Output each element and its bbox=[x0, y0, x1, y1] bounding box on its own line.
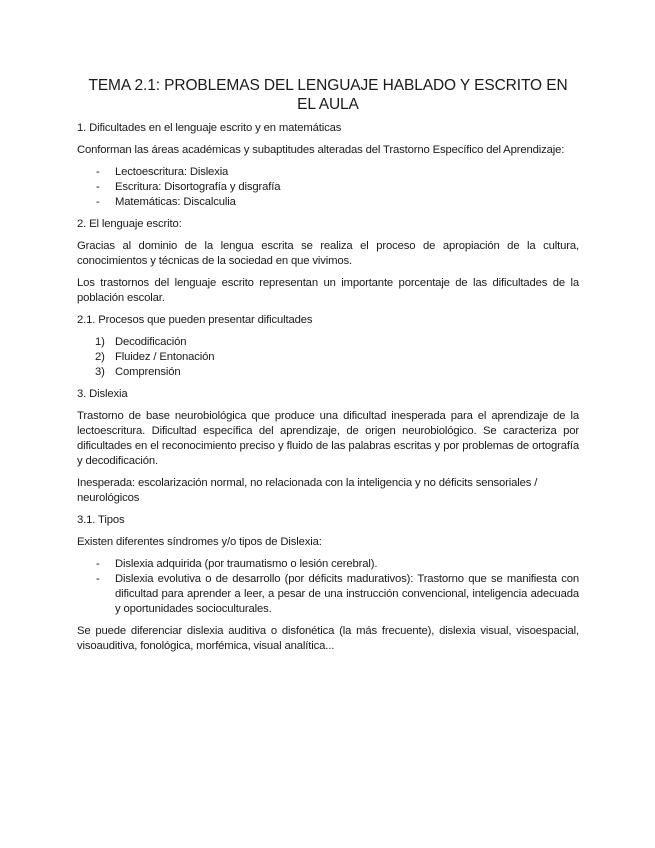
list-item bbox=[77, 365, 579, 380]
list-item-text: Fluidez / Entonación bbox=[115, 351, 215, 363]
document-page bbox=[77, 76, 579, 654]
number-mark: 2) bbox=[95, 351, 105, 363]
section-2-1-heading: 2.1. Procesos que pueden presentar dificultades bbox=[77, 314, 313, 326]
section-3-paragraph-1: Trastorno de base neurobiológica que produce una dificultad inesperada para el aprendizaje de la lectoescritura. Dificultad específica del aprendizaje, de origen neurobiológico. Se caracteriza por dificultades en el reconocimiento preciso y fluido de las palabras escritas y por problemas de ortografía y decodificación. bbox=[77, 410, 579, 467]
list-item-text: Dislexia evolutiva o de desarrollo (por déficits madurativos): Trastorno que se manifiesta con dificultad para aprender a leer, a pesar de una instrucción convencional, inteligencia adecuada y oportunidades socioculturales. bbox=[115, 573, 579, 615]
section-1-heading: 1. Dificultades en el lenguaje escrito y en matemáticas bbox=[77, 122, 342, 134]
list-item bbox=[77, 195, 579, 210]
list-item-text: Matemáticas: Discalculia bbox=[115, 196, 236, 208]
section-3-1-heading: 3.1. Tipos bbox=[77, 514, 125, 526]
section-3-1-intro: Existen diferentes síndromes y/o tipos de Dislexia: bbox=[77, 536, 322, 548]
section-3-1-closing: Se puede diferenciar dislexia auditiva o disfonética (la más frecuente), dislexia visual, visoespacial, visoauditiva, fonológica, morfémica, visual analítica... bbox=[77, 625, 579, 652]
section-2-paragraph-1: Gracias al dominio de la lengua escrita se realiza el proceso de apropiación de la cultura, conocimientos y técnicas de la sociedad en que vivimos. bbox=[77, 240, 579, 267]
list-item bbox=[77, 557, 579, 572]
list-item-text: Lectoescritura: Dislexia bbox=[115, 166, 229, 178]
bullet-mark: - bbox=[96, 181, 100, 193]
section-2-1-list bbox=[77, 335, 579, 380]
list-item bbox=[77, 335, 579, 350]
bullet-mark: - bbox=[96, 196, 100, 208]
list-item-text: Escritura: Disortografía y disgrafía bbox=[115, 181, 281, 193]
section-1-intro: Conforman las áreas académicas y subaptitudes alteradas del Trastorno Específico del Aprendizaje: bbox=[77, 144, 565, 156]
section-3-heading: 3. Dislexia bbox=[77, 388, 128, 400]
section-3-paragraph-2: Inesperada: escolarización normal, no relacionada con la inteligencia y no déficits sensoriales / neurológicos bbox=[77, 477, 538, 504]
section-3-1-list bbox=[77, 557, 579, 617]
list-item bbox=[77, 165, 579, 180]
document-title: TEMA 2.1: PROBLEMAS DEL LENGUAJE HABLADO Y ESCRITO EN EL AULA bbox=[88, 77, 568, 113]
list-item-text: Comprensión bbox=[115, 366, 181, 378]
list-item bbox=[77, 572, 579, 617]
bullet-mark: - bbox=[96, 166, 100, 178]
number-mark: 1) bbox=[95, 336, 105, 348]
section-2-paragraph-2: Los trastornos del lenguaje escrito representan un importante porcentaje de las dificultades de la población escolar. bbox=[77, 277, 579, 304]
bullet-mark: - bbox=[96, 573, 100, 585]
section-1-list bbox=[77, 165, 579, 210]
list-item-text: Decodificación bbox=[115, 336, 187, 348]
section-2-heading: 2. El lenguaje escrito: bbox=[77, 218, 182, 230]
list-item-text: Dislexia adquirida (por traumatismo o lesión cerebral). bbox=[115, 558, 378, 570]
list-item bbox=[77, 350, 579, 365]
bullet-mark: - bbox=[96, 558, 100, 570]
list-item bbox=[77, 180, 579, 195]
number-mark: 3) bbox=[95, 366, 105, 378]
